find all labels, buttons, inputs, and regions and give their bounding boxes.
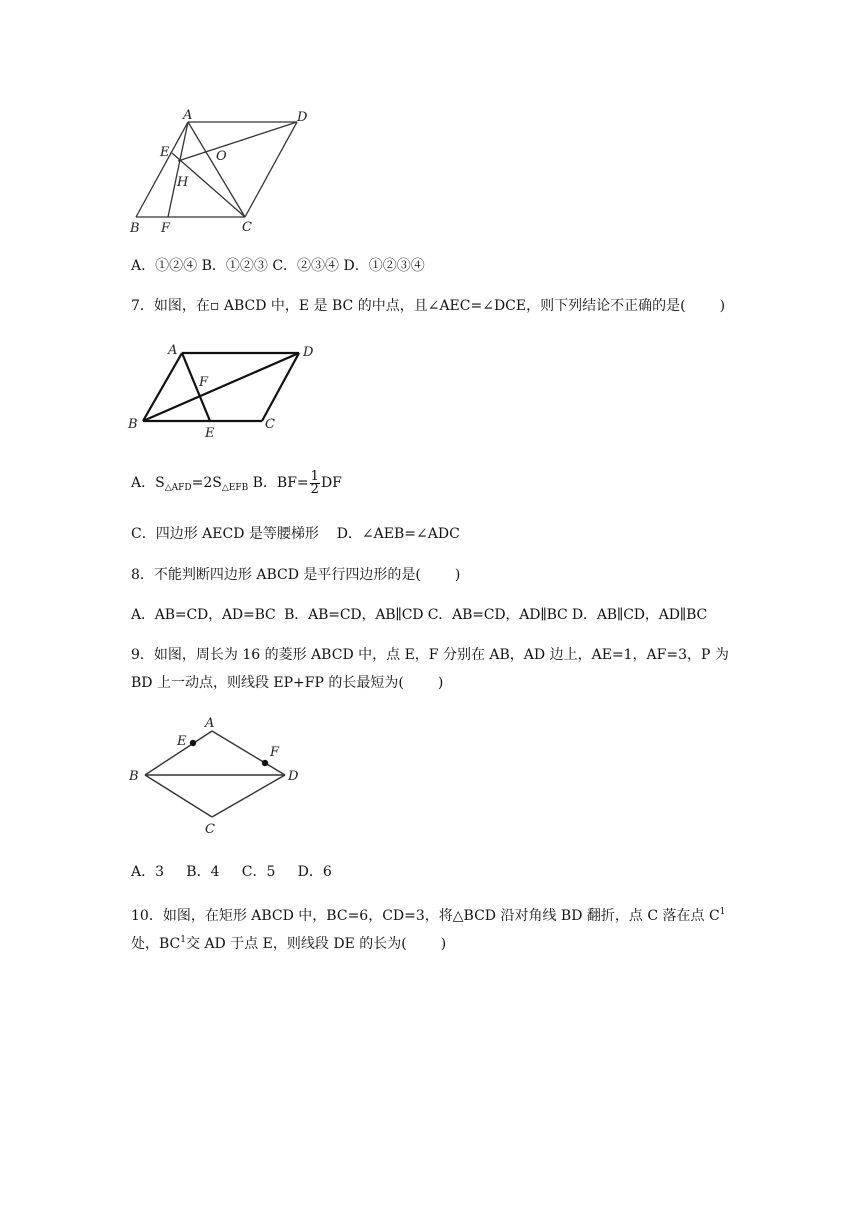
q7-stem [131, 297, 725, 315]
q9-stem-line1 [131, 646, 729, 664]
q9-option-d[interactable]: D．6 [297, 864, 332, 880]
fig6-label-e: E [160, 145, 170, 160]
q10-stem-text-1: 10．如图，在矩形 ABCD 中，BC=6，CD=3，将△BCD 沿对角线 BD 翻折，点 C 落在点 C [131, 908, 720, 924]
q7-option-c[interactable]: C．四边形 AECD 是等腰梯形 [131, 526, 319, 542]
q7-option-a-sub1: △AFD [164, 483, 192, 493]
q8-option-c[interactable]: C．AB=CD，AD∥BC [427, 607, 568, 623]
q8-options [131, 606, 707, 624]
fig7-label-f: F [199, 375, 209, 390]
q10-sup-2: 1 [180, 935, 186, 945]
fig6-label-f: F [161, 221, 171, 236]
fig9-point-e [190, 740, 196, 746]
q6-options [131, 257, 425, 275]
fig6-label-o: O [216, 149, 227, 164]
q6-option-d[interactable]: D．①②③④ [343, 258, 425, 274]
q7-option-b-suffix: DF [320, 475, 342, 491]
fig9-label-a: A [205, 716, 215, 731]
q7-option-a-prefix: A．S [131, 475, 165, 491]
q8-stem-close: ) [454, 567, 461, 583]
figure-q6 [125, 105, 325, 240]
q6-option-c[interactable]: C．②③④ [272, 258, 340, 274]
q10-sup-1: 1 [719, 907, 726, 917]
q10-stem-text-2b: 交 AD 于点 E，则线段 DE 的长为( [186, 936, 407, 952]
q7-option-d[interactable]: D．∠AEB=∠ADC [336, 526, 460, 542]
q7-stem-close: ) [719, 298, 726, 314]
fig6-label-c: C [242, 220, 252, 235]
q6-option-a[interactable]: A．①②④ [131, 258, 198, 274]
fig7-label-c: C [265, 417, 275, 432]
fig9-label-c: C [205, 822, 215, 837]
q9-stem-line2 [131, 674, 443, 692]
q9-stem-close-paren: ) [437, 675, 444, 691]
figure-q9 [125, 712, 315, 837]
fig9-label-e: E [177, 734, 187, 749]
q9-options [131, 863, 332, 881]
q9-option-b[interactable]: B．4 [186, 864, 220, 880]
fig6-label-a: A [183, 108, 193, 123]
q7-option-b-fraction [310, 468, 320, 497]
q8-stem-text: 8．不能判断四边形 ABCD 是平行四边形的是( [131, 567, 421, 583]
q9-option-c[interactable]: C．5 [241, 864, 276, 880]
q8-stem [131, 566, 460, 584]
q9-stem-text-1: 9．如图，周长为 16 的菱形 ABCD 中，点 E，F 分别在 AB，AD 边上，AE=1，AF=3，P 为 [131, 647, 729, 663]
q10-stem-text-2a: 处，BC [131, 936, 181, 952]
q7-option-b[interactable] [252, 468, 342, 497]
q8-option-d[interactable]: D．AB∥CD，AD∥BC [571, 607, 708, 623]
q8-option-b[interactable]: B．AB=CD，AB∥CD [284, 607, 424, 623]
q10-stem-line2 [131, 931, 446, 953]
q10-stem-close: ) [440, 936, 447, 952]
q7-fraction-numerator: 1 [310, 468, 319, 484]
fig7-label-d: D [303, 345, 314, 360]
q9-stem-text-2: BD 上一动点，则线段 EP+FP 的长最短为( [131, 675, 404, 691]
q7-option-a-mid: =2S [191, 475, 222, 491]
fig7-label-e: E [205, 426, 215, 441]
q7-stem-text: 7．如图，在▫ ABCD 中，E 是 BC 的中点，且∠AEC=∠DCE，则下列结论不正确的是( [131, 298, 686, 314]
fig6-label-h: H [177, 175, 189, 190]
q10-stem-line1 [131, 903, 725, 925]
fig6-label-b: B [130, 221, 140, 236]
q8-option-a[interactable]: A．AB=CD，AD=BC [131, 607, 276, 623]
fig7-label-b: B [128, 417, 138, 432]
q9-option-a[interactable]: A．3 [131, 864, 165, 880]
q7-option-b-prefix: B．BF= [252, 475, 309, 491]
fig6-label-d: D [297, 110, 308, 125]
q7-option-a[interactable] [131, 475, 248, 491]
fig9-point-f [262, 760, 268, 766]
fig9-label-b: B [129, 769, 139, 784]
fig9-label-f: F [270, 745, 280, 760]
q7-option-a-sub2: △EFB [221, 483, 249, 493]
fig7-label-a: A [168, 343, 178, 358]
q7-options-ab [131, 468, 342, 503]
q6-option-b[interactable]: B．①②③ [201, 258, 268, 274]
fig9-label-d: D [288, 769, 299, 784]
q7-fraction-denominator: 2 [310, 481, 319, 497]
q7-options-cd [131, 525, 460, 543]
figure-q7 [125, 340, 325, 440]
